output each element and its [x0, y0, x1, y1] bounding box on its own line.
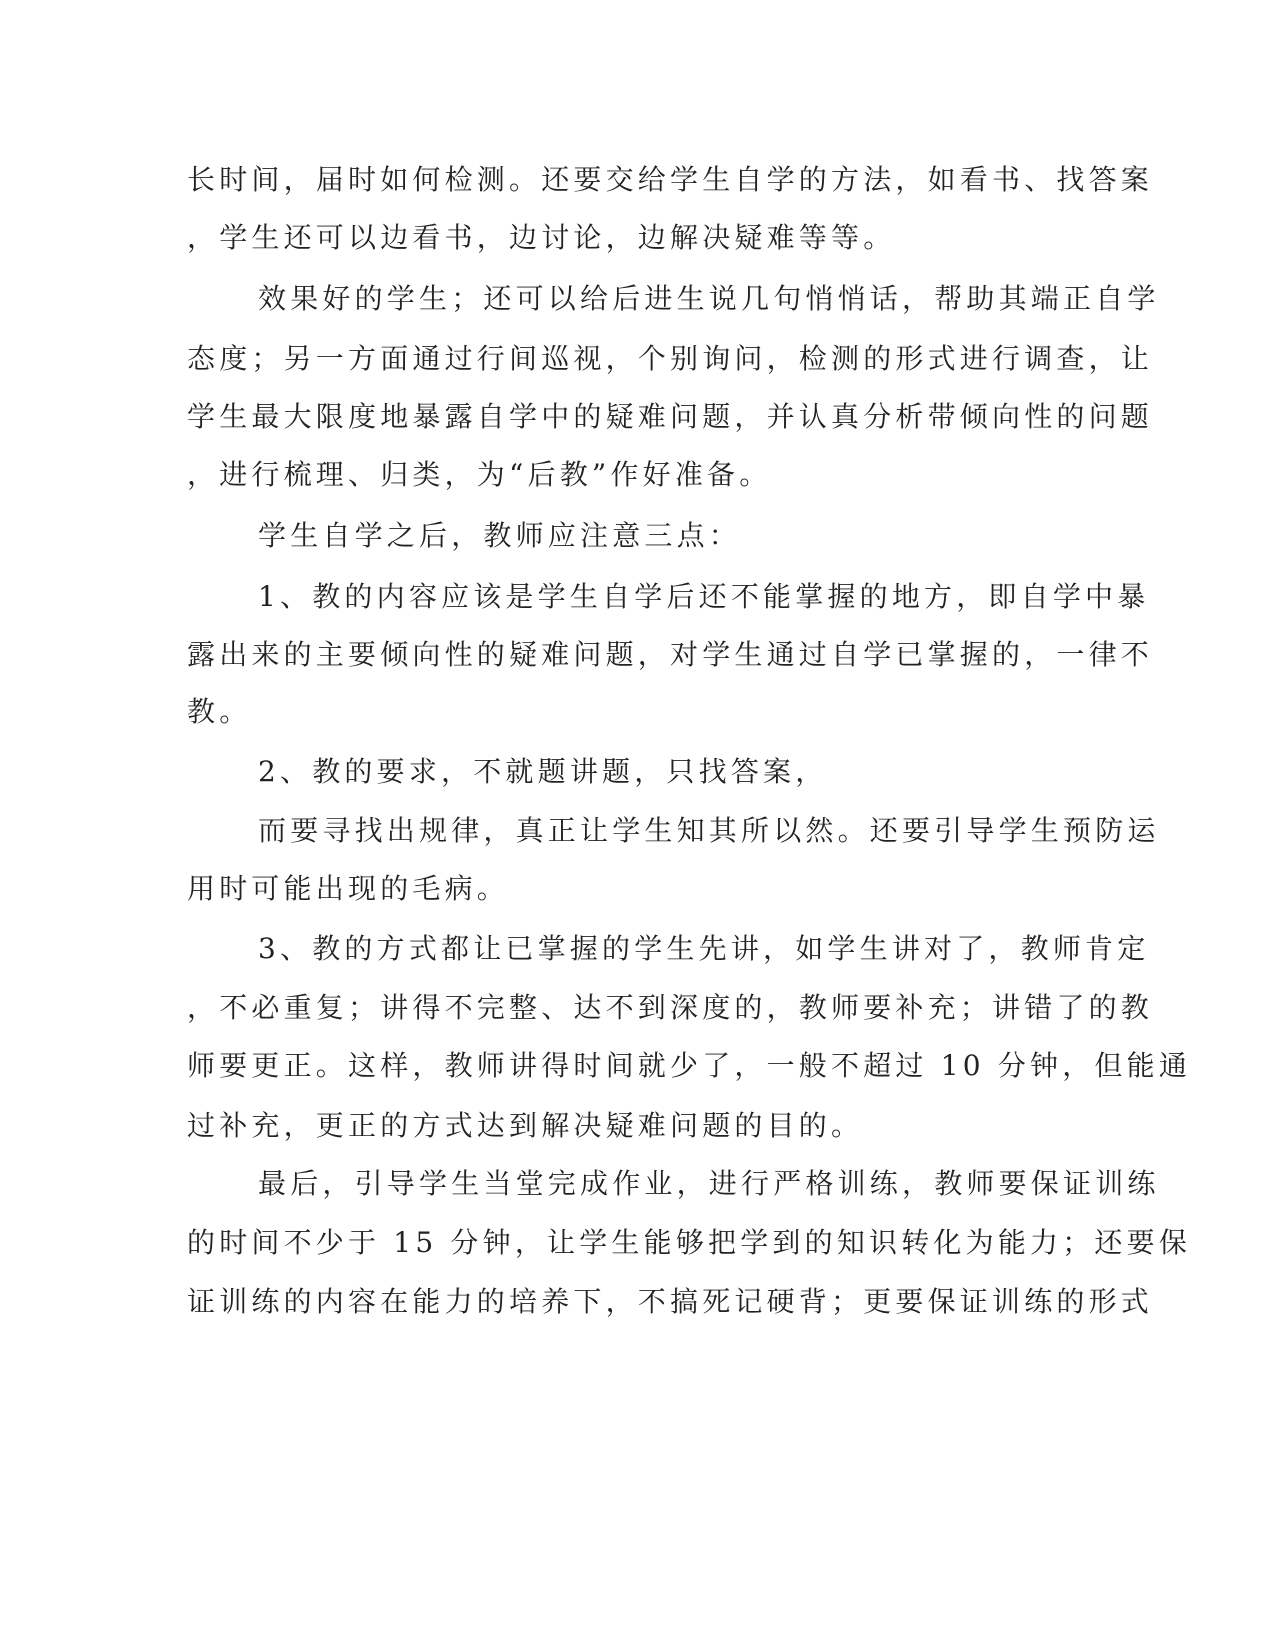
text-line: 用时可能出现的毛病。	[187, 872, 510, 905]
text-line: 的时间不少于 15 分钟，让学生能够把学到的知识转化为能力；还要保	[187, 1226, 1192, 1259]
text-line: 1、教的内容应该是学生自学后还不能掌握的地方，即自学中暴	[258, 580, 1150, 613]
text-line: ，进行梳理、归类，为“后教”作好准备。	[187, 458, 772, 491]
text-line: 露出来的主要倾向性的疑难问题，对学生通过自学已掌握的，一律不	[187, 638, 1154, 671]
text-line: 过补充，更正的方式达到解决疑难问题的目的。	[187, 1109, 864, 1142]
text-line: 证训练的内容在能力的培养下，不搞死记硬背；更要保证训练的形式	[187, 1285, 1154, 1318]
text-line: 效果好的学生；还可以给后进生说几句悄悄话，帮助其端正自学	[258, 282, 1160, 315]
text-line: ，不必重复；讲得不完整、达不到深度的，教师要补充；讲错了的教	[187, 991, 1154, 1024]
text-line: 态度；另一方面通过行间巡视，个别询问，检测的形式进行调查，让	[187, 342, 1154, 375]
text-line: 学生自学之后，教师应注意三点：	[258, 519, 742, 552]
text-line: 2、教的要求，不就题讲题，只找答案，	[258, 755, 828, 788]
text-line: 教。	[187, 695, 252, 728]
text-line: 而要寻找出规律，真正让学生知其所以然。还要引导学生预防运	[258, 814, 1160, 847]
text-line: 学生最大限度地暴露自学中的疑难问题，并认真分析带倾向性的问题	[187, 400, 1154, 433]
text-line: 长时间，届时如何检测。还要交给学生自学的方法，如看书、找答案	[187, 163, 1154, 196]
text-line: ，学生还可以边看书，边讨论，边解决疑难等等。	[187, 221, 896, 254]
text-line: 最后，引导学生当堂完成作业，进行严格训练，教师要保证训练	[258, 1167, 1160, 1200]
text-line: 师要更正。这样，教师讲得时间就少了，一般不超过 10 分钟，但能通	[187, 1049, 1192, 1082]
text-line: 3、教的方式都让已掌握的学生先讲，如学生讲对了，教师肯定	[258, 932, 1150, 965]
